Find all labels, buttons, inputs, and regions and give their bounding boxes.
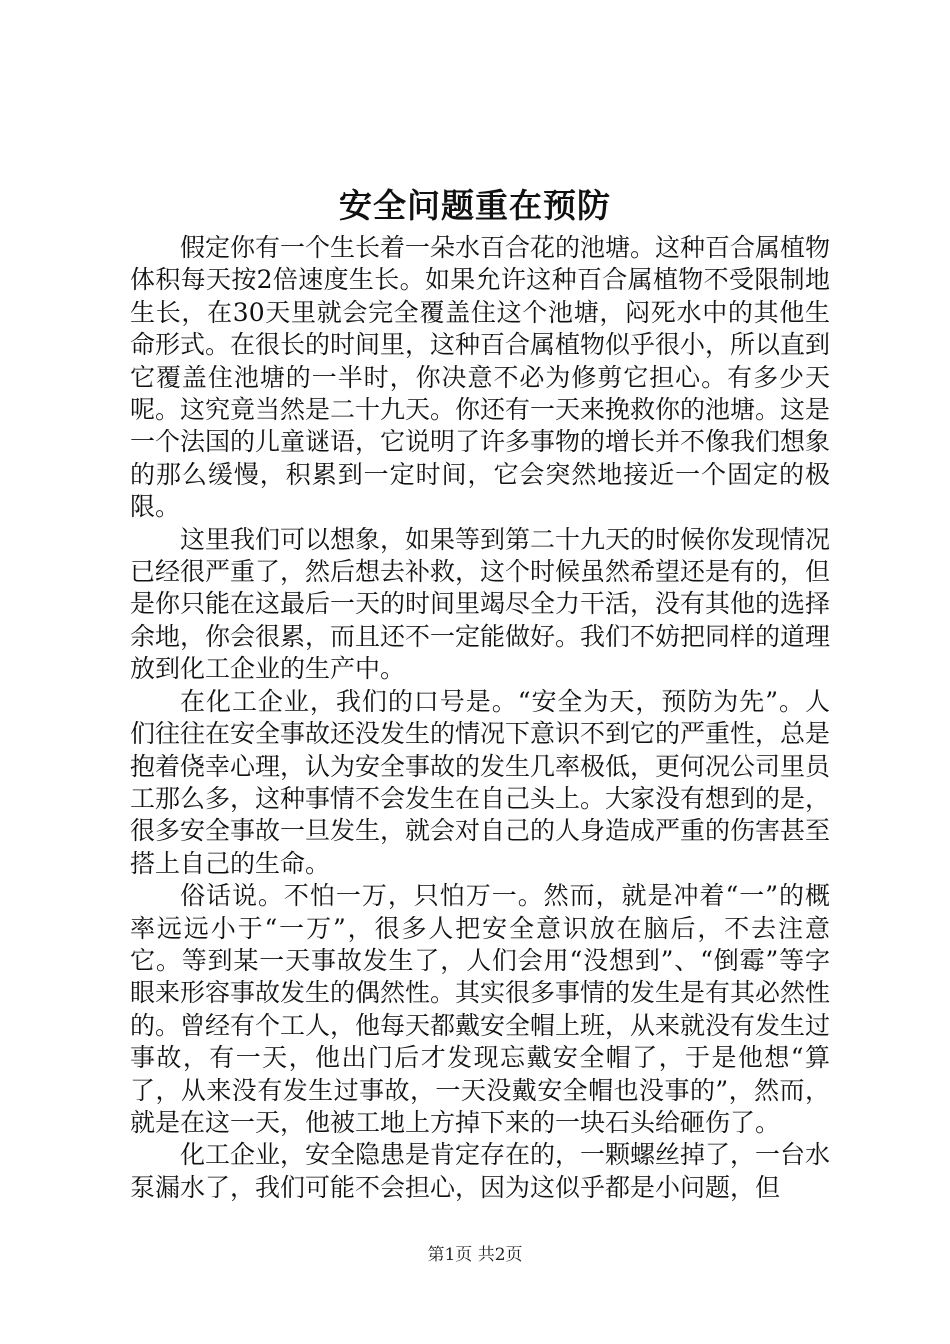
page-number-footer: 第1页 共2页: [427, 1245, 523, 1265]
document-title: 安全问题重在预防: [339, 186, 611, 225]
document-body: [130, 232, 830, 1204]
paragraph-4: 俗话说。不怕一万，只怕万一。然而，就是冲着“一”的概率远远小于“一万”，很多人把安全意识放在脑后，不去注意它。等到某一天事故发生了，人们会用“没想到”、“倒霉”等字眼来形容事故发生的偶然性。其实很多事情的发生是有其必然性的。曾经有个工人，他每天都戴安全帽上班，从来就没有发生过事故，有一天，他出门后才发现忘戴安全帽了，于是他想“算了，从来没有发生过事故，一天没戴安全帽也没事的”，然而，就是在这一天，他被工地上方掉下来的一块石头给砸伤了。: [130, 881, 831, 1137]
paragraph-3: 在化工企业，我们的口号是。“安全为天，预防为先”。人们往往在安全事故还没发生的情况下意识不到它的严重性，总是抱着侥幸心理，认为安全事故的发生几率极低，更何况公司里员工那么多，这种事情不会发生在自己头上。大家没有想到的是，很多安全事故一旦发生，就会对自己的人身造成严重的伤害甚至搭上自己的生命。: [130, 686, 831, 878]
paragraph-5: 化工企业，安全隐患是肯定存在的，一颗螺丝掉了，一台水泵漏水了，我们可能不会担心，因为这似乎都是小问题，但: [130, 1140, 831, 1202]
paragraph-2: 这里我们可以想象，如果等到第二十九天的时候你发现情况已经很严重了，然后想去补救，这个时候虽然希望还是有的，但是你只能在这最后一天的时间里竭尽全力干活，没有其他的选择余地，你会很累，而且还不一定能做好。我们不妨把同样的道理放到化工企业的生产中。: [130, 524, 831, 684]
paragraph-1: 假定你有一个生长着一朵水百合花的池塘。这种百合属植物体积每天按2倍速度生长。如果允许这种百合属植物不受限制地生长，在30天里就会完全覆盖住这个池塘，闷死水中的其他生命形式。在很长的时间里，这种百合属植物似乎很小，所以直到它覆盖住池塘的一半时，你决意不必为修剪它担心。有多少天呢。这究竟当然是二十九天。你还有一天来挽救你的池塘。这是一个法国的儿童谜语，它说明了许多事物的增长并不像我们想象的那么缓慢，积累到一定时间，它会突然地接近一个固定的极限。: [130, 233, 831, 522]
